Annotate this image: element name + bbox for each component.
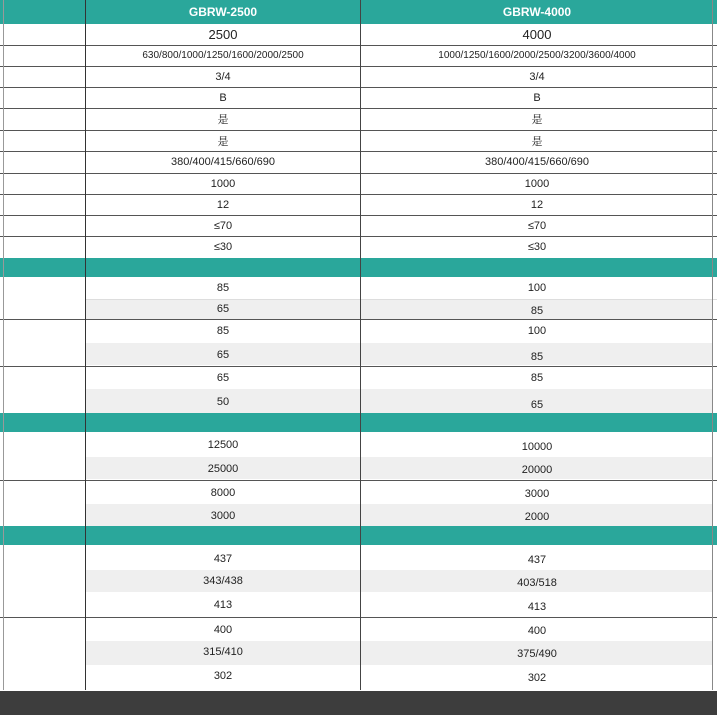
table-footer-bar: [0, 691, 717, 715]
cell-4000: 85: [530, 305, 544, 317]
cell-4000: 65: [530, 399, 544, 411]
cell-2500: 630/800/1000/1250/1600/2000/2500: [142, 50, 304, 61]
cell-2500: 380/400/415/660/690: [171, 156, 275, 168]
header-gbrw-4000: GBRW-4000: [502, 5, 572, 19]
cell-4000: 是: [531, 135, 543, 148]
cell-2500: 2500: [208, 27, 238, 42]
cell-4000: 是: [531, 114, 543, 126]
column-divider: [360, 0, 361, 690]
cell-4000: 3/4: [529, 70, 545, 83]
cell-4000: 100: [527, 282, 547, 294]
cell-4000: 413: [527, 601, 547, 613]
cell-2500: 是: [217, 114, 229, 126]
section-band: [0, 258, 717, 277]
cell-2500: 1000: [210, 177, 236, 190]
cell-2500: 343/438: [203, 575, 243, 587]
cell-2500: 315/410: [203, 646, 243, 658]
cell-2500: 是: [217, 135, 229, 148]
cell-4000: 85: [530, 351, 544, 363]
cell-2500: 25000: [207, 463, 239, 475]
cell-2500: 302: [213, 670, 233, 682]
cell-4000: 10000: [521, 441, 553, 453]
cell-2500: ≤70: [213, 219, 233, 232]
cell-2500: 85: [216, 282, 230, 294]
cell-2500: B: [219, 91, 227, 104]
column-divider: [85, 0, 86, 690]
cell-2500: 400: [213, 624, 233, 636]
cell-4000: 4000: [522, 27, 552, 42]
cell-2500: 12: [216, 198, 230, 211]
cell-4000: ≤70: [527, 219, 547, 232]
cell-4000: 2000: [524, 511, 550, 523]
cell-2500: 413: [213, 599, 233, 611]
cell-4000: 20000: [521, 464, 553, 476]
cell-2500: 65: [216, 303, 230, 315]
cell-4000: 437: [527, 554, 547, 566]
column-divider: [3, 0, 4, 690]
cell-4000: 400: [527, 625, 547, 637]
cell-4000: 1000/1250/1600/2000/2500/3200/3600/4000: [438, 50, 636, 61]
cell-4000: B: [533, 91, 541, 104]
cell-2500: 8000: [210, 487, 236, 499]
cell-4000: 12: [530, 198, 544, 211]
cell-2500: 12500: [207, 439, 239, 451]
cell-4000: 375/490: [517, 648, 557, 660]
cell-2500: 3/4: [215, 70, 231, 83]
cell-2500: 50: [216, 396, 230, 408]
cell-4000: 85: [530, 372, 544, 384]
cell-2500: 65: [216, 372, 230, 384]
cell-4000: 403/518: [517, 577, 557, 589]
column-divider: [712, 0, 713, 690]
cell-2500: 437: [213, 553, 233, 565]
cell-2500: ≤30: [213, 241, 233, 253]
cell-4000: 380/400/415/660/690: [485, 156, 589, 168]
table-header: [0, 0, 717, 24]
cell-4000: 1000: [524, 177, 550, 190]
section-band: [0, 526, 717, 545]
cell-4000: ≤30: [527, 241, 547, 253]
cell-2500: 3000: [210, 510, 236, 522]
cell-4000: 3000: [524, 488, 550, 500]
section-band: [0, 413, 717, 432]
header-gbrw-2500: GBRW-2500: [188, 5, 258, 19]
cell-2500: 85: [216, 325, 230, 337]
cell-4000: 302: [527, 672, 547, 684]
cell-2500: 65: [216, 349, 230, 361]
cell-4000: 100: [527, 325, 547, 337]
